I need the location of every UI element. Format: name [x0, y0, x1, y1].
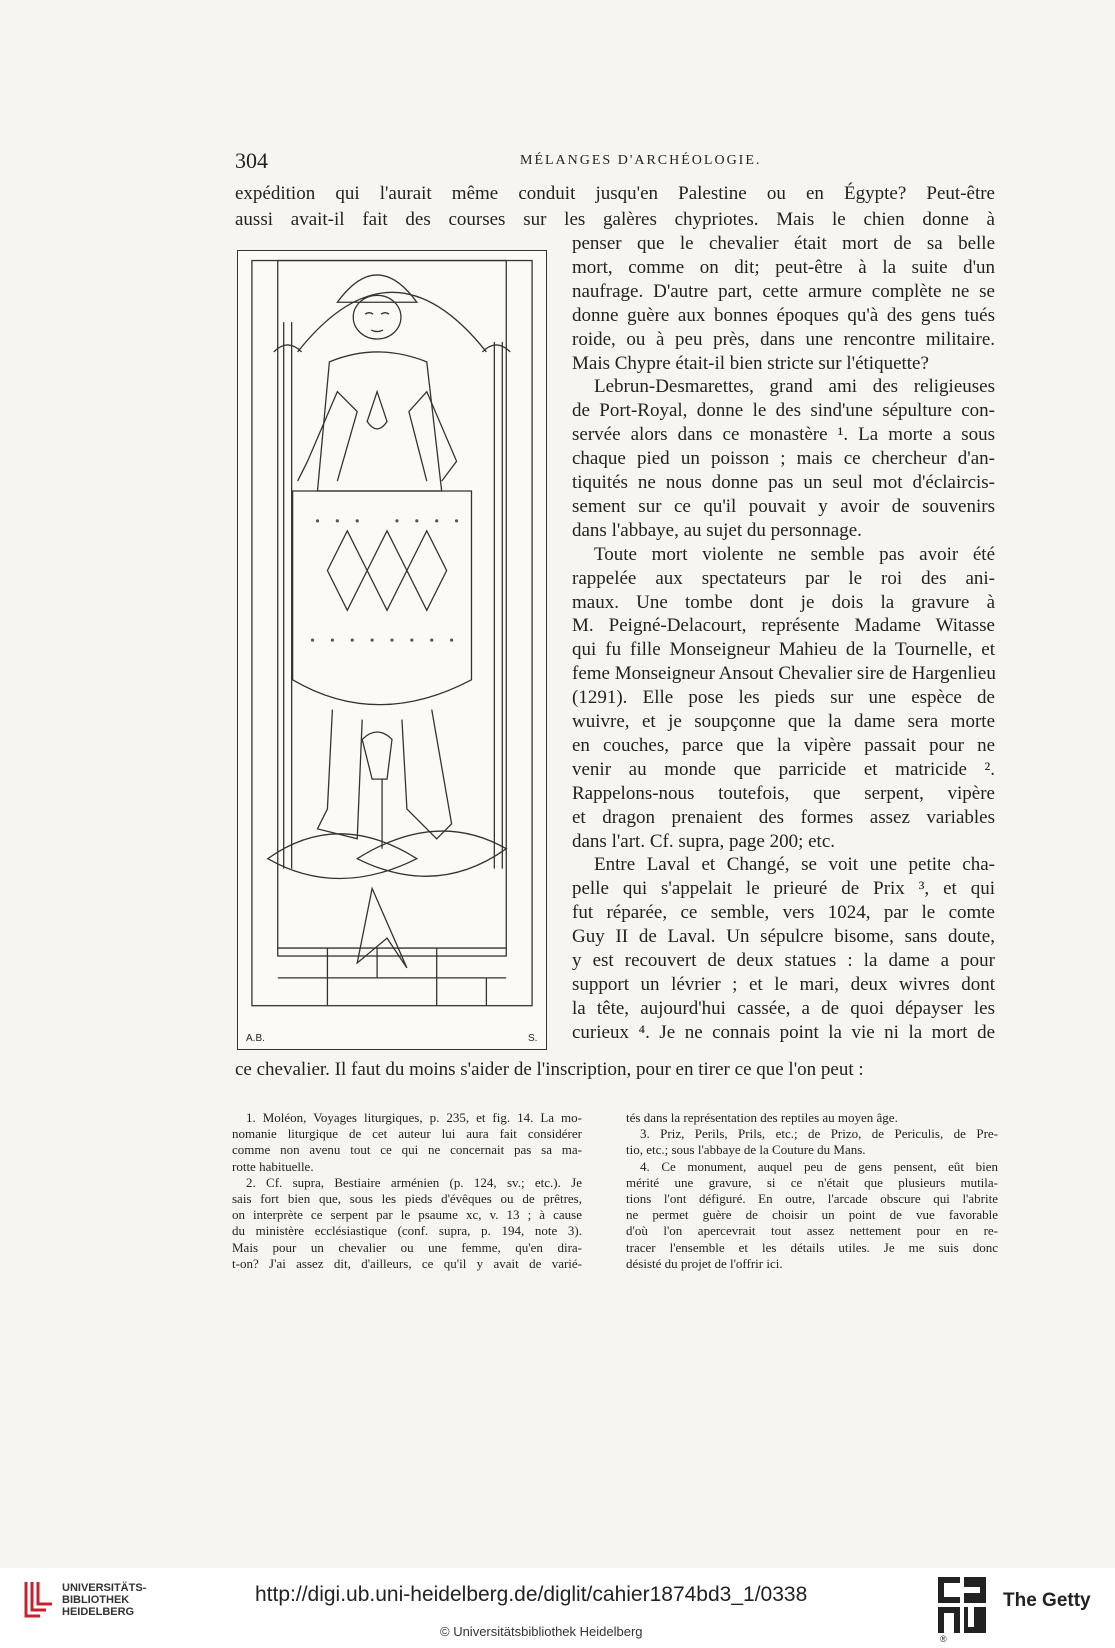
- text-line: et dragon prenaient des formes assez variables: [572, 806, 995, 828]
- text-line: Rappelons-nous toutefois, que serpent, vipère: [572, 782, 995, 804]
- text-line: tiquités ne nous donne pas un seul mot d'éclaircis-: [572, 472, 995, 493]
- text-line: pelle qui s'appelait le prieuré de Prix ³, et qui: [572, 878, 995, 900]
- footnote-line: d'où l'on apercevrait tout assez nettement pour en re-: [626, 1223, 998, 1239]
- footnote-line: du ministère ecclésiastique (conf. supra, p. 194, note 3).: [232, 1223, 582, 1239]
- footnote-line: tracer l'ensemble et les détails utiles. Je me suis donc: [626, 1239, 998, 1255]
- text-line: la tête, aujourd'hui cassée, a de quoi dépayser les: [572, 997, 995, 1019]
- text-line: ce chevalier. Il faut du moins s'aider de l'inscription, pour en tirer ce que l'on peut :: [235, 1059, 864, 1080]
- library-name-line: HEIDELBERG: [62, 1606, 135, 1618]
- permalink-url[interactable]: http://digi.ub.uni-heidelberg.de/diglit/cahier1874bd3_1/0338: [255, 1583, 808, 1606]
- copyright-notice: © Universitätsbibliothek Heidelberg: [440, 1624, 643, 1639]
- running-title: MÉLANGES D'ARCHÉOLOGIE.: [520, 153, 762, 168]
- footnote-line: ne permet guère de choisir un point de vue favorable: [626, 1207, 998, 1223]
- university-library-logo-icon: [20, 1578, 56, 1622]
- footnote-line: 4. Ce monument, auquel peu de gens pensent, eût bien: [640, 1158, 998, 1174]
- footnote-line: 2. Cf. supra, Bestiaire arménien (p. 124, sv.; etc.). Je: [246, 1174, 582, 1190]
- text-line: de Port-Royal, donne le des sind'une sépulture con-: [572, 400, 995, 422]
- text-line: Mais Chypre était-il bien stricte sur l'étiquette?: [572, 352, 929, 374]
- text-line: wuivre, et je soupçonne que la dame sera morte: [572, 711, 995, 732]
- footnote-line: t-on? J'ai assez dit, d'ailleurs, ce qu'il y avait de varié-: [232, 1255, 582, 1271]
- running-header: [235, 148, 995, 178]
- text-line: curieux ⁴. Je ne connais point la vie ni la mort de: [572, 1021, 995, 1043]
- footnote-line: tés dans la représentation des reptiles au moyen âge.: [626, 1110, 898, 1125]
- footnote-line: 3. Priz, Perils, Prils, etc.; de Prizo, de Periculis, de Pre-: [640, 1126, 998, 1142]
- tomb-engraving-figure: [237, 250, 547, 1050]
- footnote-line: comme non avenu tout ce qui ne concernait pas sa ma-: [232, 1142, 582, 1158]
- text-line: naufrage. D'autre part, cette armure complète ne se: [572, 280, 995, 302]
- text-line: en couches, parce que la vipère passait pour ne: [572, 734, 995, 756]
- footnote-line: Mais pour un chevalier ou une femme, qu'en dira-: [232, 1239, 582, 1255]
- text-line: chaque pied un poisson ; mais ce chercheur d'an-: [572, 448, 995, 470]
- text-line: aussi avait-il fait des courses sur les galères chypriotes. Mais le chien donne à: [235, 209, 995, 230]
- footnotes-right-column: [626, 1110, 998, 1272]
- text-line: maux. Une tombe dont je dois la gravure à: [572, 591, 995, 613]
- text-line: Toute mort violente ne semble pas avoir été: [594, 543, 995, 565]
- text-line: (1291). Elle pose les pieds sur une espèce de: [572, 687, 995, 709]
- text-line: Guy II de Laval. Un sépulcre bisome, sans doute,: [572, 926, 995, 948]
- library-name: [62, 1582, 146, 1618]
- text-line: fut réparée, ce semble, vers 1024, par le comte: [572, 902, 995, 924]
- text-line: rappelée aux spectateurs par le roi des ani-: [572, 567, 995, 589]
- footnote-line: tio, etc.; sous l'abbaye de la Couture du Mans.: [626, 1142, 866, 1158]
- text-line: dans l'abbaye, au sujet du personnage.: [572, 519, 862, 541]
- footnote-line: tions l'ont défiguré. En outre, l'arcade obscure qui l'abrite: [626, 1191, 998, 1207]
- text-line: donne guère aux bonnes époques qu'à des gens tués: [572, 304, 995, 326]
- engraver-signature-left: A.B.: [246, 1033, 265, 1044]
- text-line: y est recouvert de deux statues : la dame a pour: [572, 950, 995, 971]
- text-line: feme Monseigneur Ansout Chevalier sire de Hargenlieu: [572, 663, 996, 685]
- registered-mark: ®: [940, 1634, 947, 1644]
- text-line: support un lévrier ; et le mari, deux wivres dont: [572, 973, 995, 995]
- text-line: Lebrun-Desmarettes, grand ami des religieuses: [594, 376, 995, 398]
- text-line: expédition qui l'aurait même conduit jusqu'en Palestine ou en Égypte? Peut-être: [235, 183, 995, 204]
- text-line: M. Peigné-Delacourt, représente Madame Witasse: [572, 615, 995, 637]
- text-line: penser que le chevalier était mort de sa belle: [572, 233, 995, 254]
- engraver-signature-right: S.: [528, 1033, 538, 1044]
- footnote-line: 1. Moléon, Voyages liturgiques, p. 235, et fig. 14. La mo-: [246, 1110, 582, 1125]
- text-line: roide, ou à peu près, dans une rencontre militaire.: [572, 328, 995, 350]
- text-line: dans l'art. Cf. supra, page 200; etc.: [572, 830, 836, 852]
- footnote-line: rotte habituelle.: [232, 1158, 314, 1174]
- getty-name: The Getty: [1003, 1590, 1091, 1611]
- footnote-line: sais fort bien que, sous les pieds d'évêques ou de prêtres,: [232, 1191, 582, 1207]
- page-number: 304: [235, 148, 268, 173]
- text-line: qui fu fille Monseigneur Mahieu de la Tournelle, et: [572, 639, 995, 661]
- footnote-line: on interprète ce serpent par le psaume xc, v. 13 ; à cause: [232, 1207, 582, 1223]
- getty-logo-icon: [938, 1577, 986, 1633]
- text-line: mort, comme on dit; peut-être à la suite d'un: [572, 256, 995, 278]
- footnote-line: nomanie liturgique de cet auteur lui aura fait considérer: [232, 1126, 582, 1142]
- text-line: Entre Laval et Changé, se voit une petite cha-: [594, 854, 995, 876]
- library-name-line: UNIVERSITÄTS-: [62, 1582, 147, 1594]
- text-line: sement sur ce qu'il pouvait y avoir de souvenirs: [572, 495, 995, 517]
- footnote-line: mérité une gravure, si ce n'était que plusieurs mutila-: [626, 1174, 998, 1190]
- library-name-line: BIBLIOTHEK: [62, 1594, 130, 1606]
- knight-effigy-illustration: [238, 251, 546, 1049]
- text-line: servée alors dans ce monastère ¹. La morte a sous: [572, 424, 995, 446]
- footnote-line: désisté du projet de l'offrir ici.: [626, 1255, 783, 1271]
- text-line: venir au monde que parricide et matricide ².: [572, 758, 995, 780]
- footnotes-left-column: [232, 1110, 582, 1272]
